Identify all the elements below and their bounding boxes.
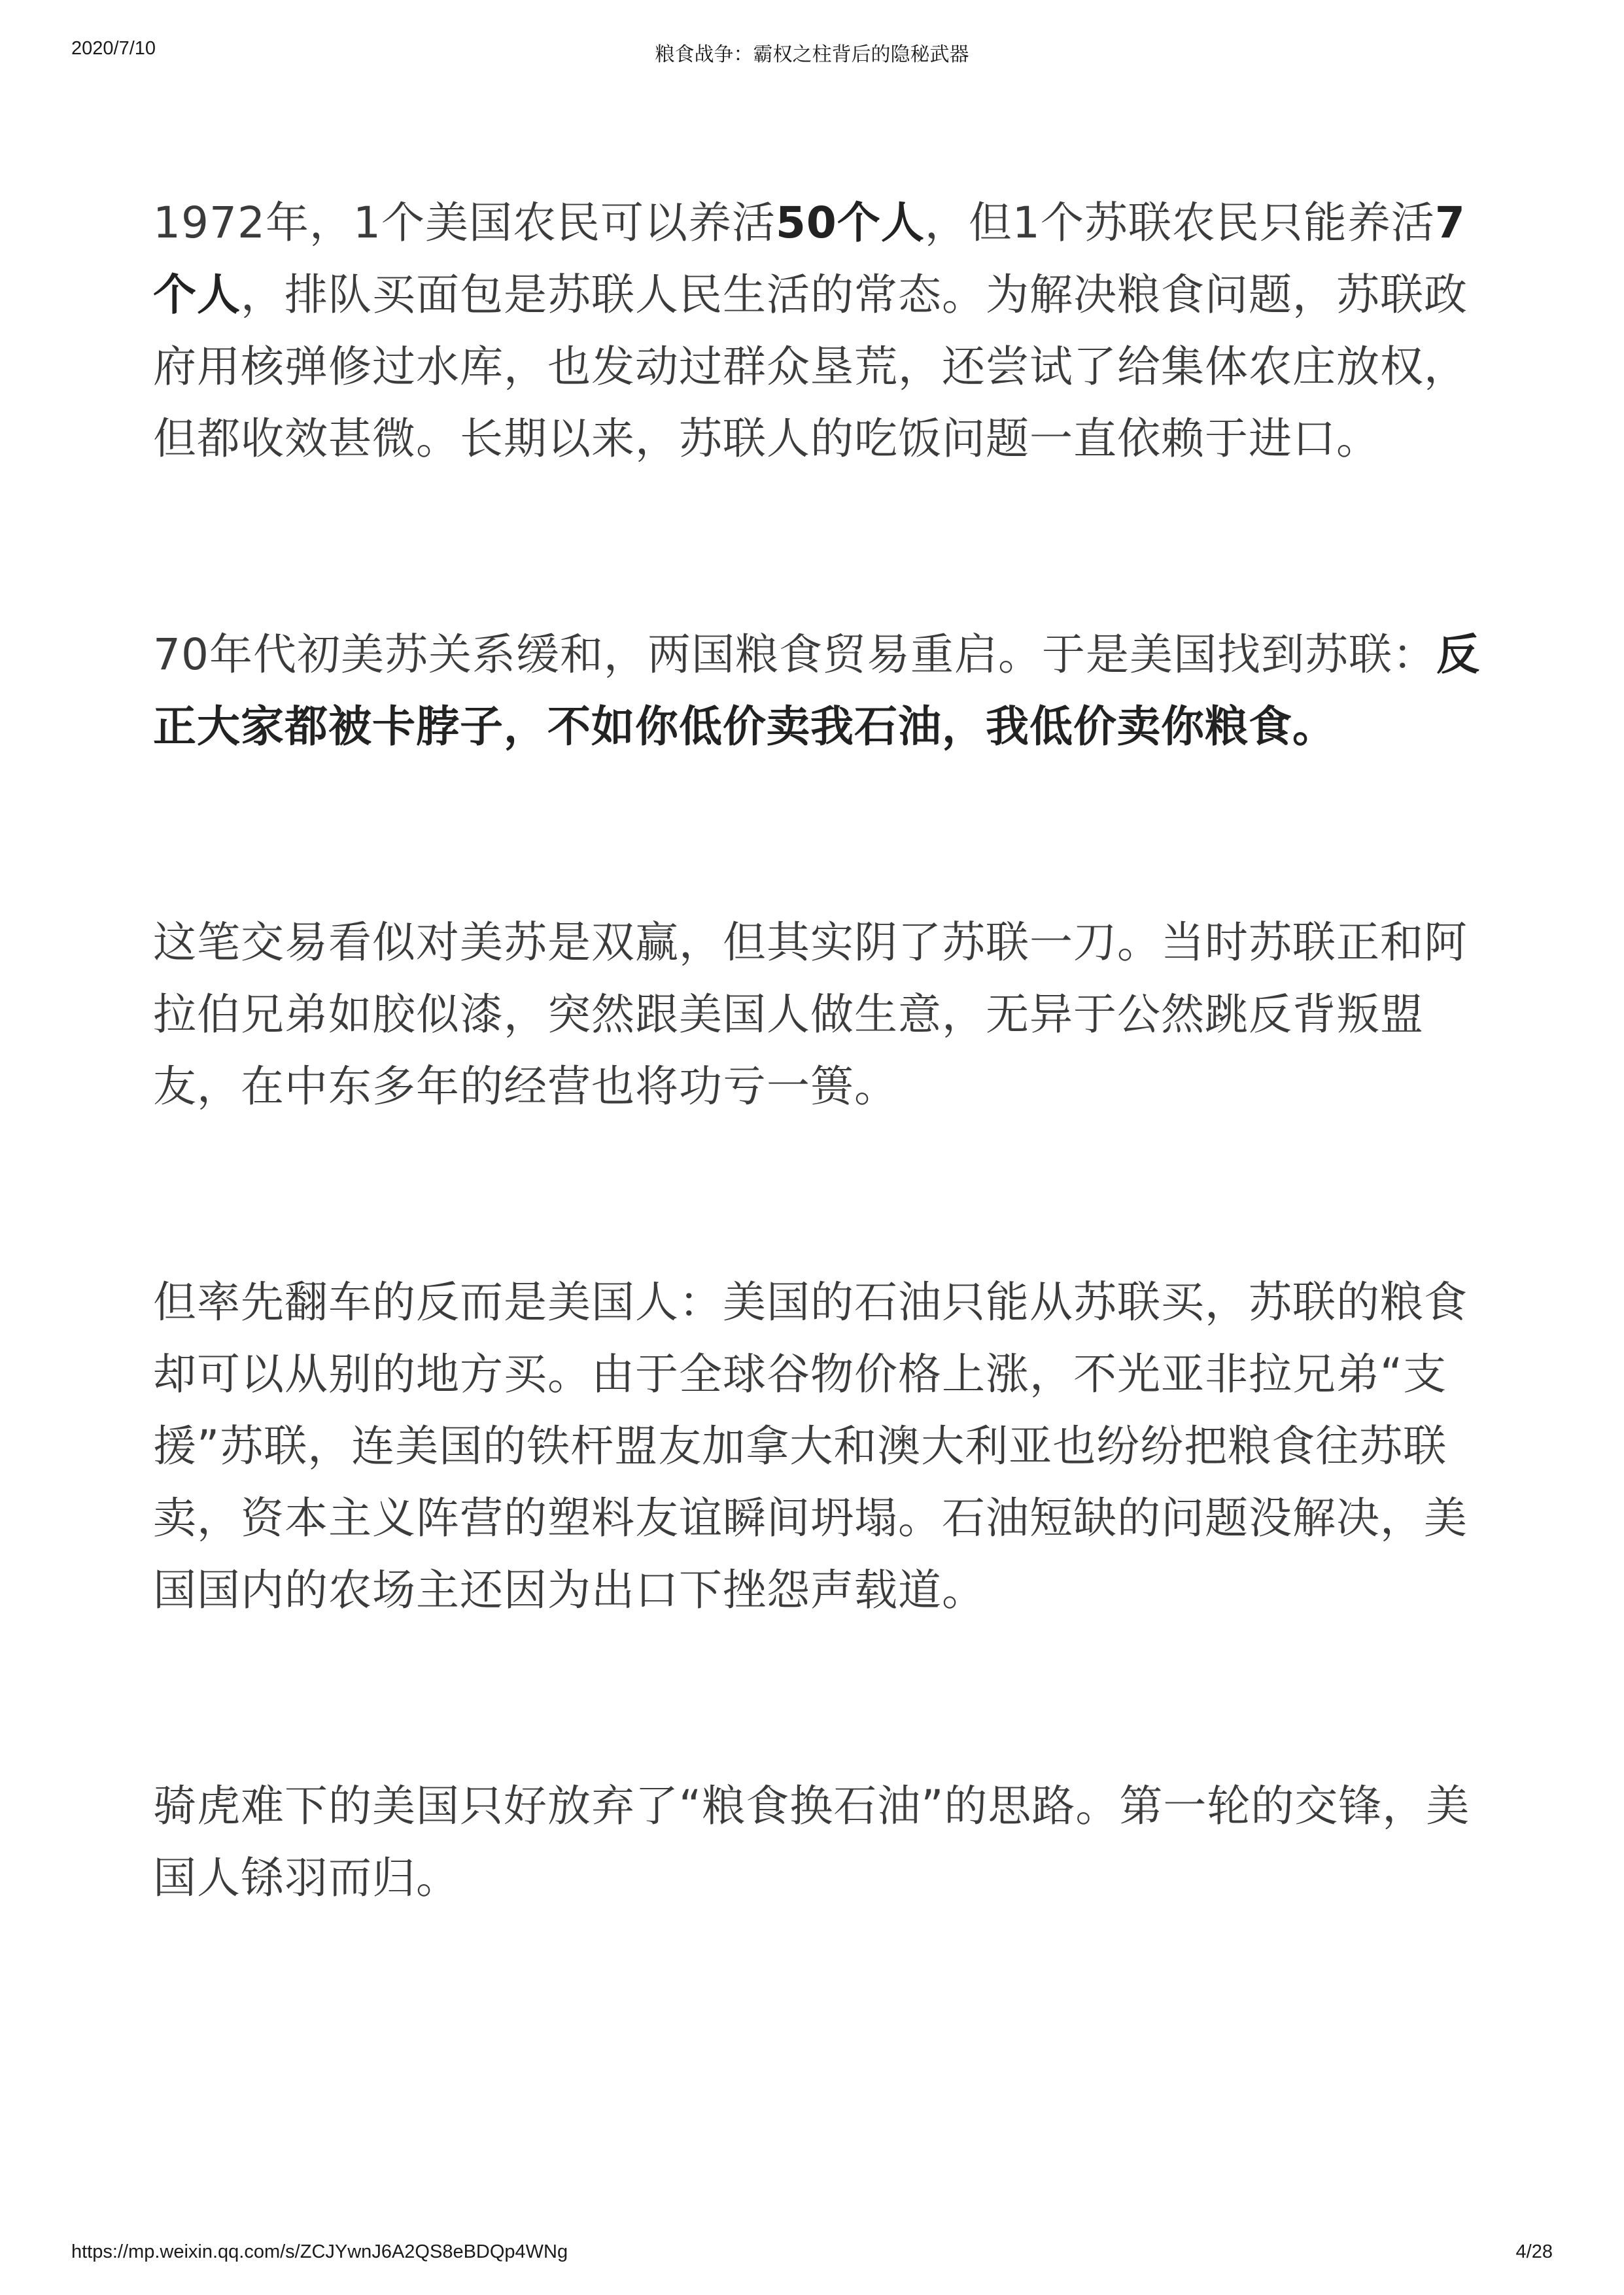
print-date: 2020/7/10 <box>71 38 156 59</box>
paragraph-1 <box>153 187 1481 475</box>
paragraph-1-text-a: 1972年，1个美国农民可以养活 <box>153 198 776 248</box>
paragraph-3: 这笔交易看似对美苏是双赢，但其实阴了苏联一刀。当时苏联正和阿拉伯兄弟如胶似漆，突然跟美国人做生意，无异于公然跳反背叛盟友，在中东多年的经营也将功亏一篑。 <box>153 917 1468 1112</box>
article-body <box>153 187 1481 1914</box>
paragraph-2 <box>153 619 1481 763</box>
page-number: 4/28 <box>1515 2241 1553 2262</box>
paragraph-1-bold-a: 50个人 <box>775 198 925 248</box>
paragraph-1-bold-b: 7个人 <box>153 198 1466 320</box>
document-title: 粮食战争：霸权之柱背后的隐秘武器 <box>655 43 969 66</box>
source-url[interactable]: https://mp.weixin.qq.com/s/ZCJYwnJ6A2QS8eBDQp4WNg <box>71 2241 568 2262</box>
paragraph-1-text-c: ，排队买面包是苏联人民生活的常态。为解决粮食问题，苏联政府用核弹修过水库，也发动过群众垦荒，还尝试了给集体农庄放权，但都收效甚微。长期以来，苏联人的吃饭问题一直依赖于进口。 <box>153 270 1468 464</box>
print-footer <box>0 2241 1624 2268</box>
paragraph-1-text-b: ，但1个苏联农民只能养活 <box>924 198 1435 248</box>
paragraph-2-bold: 反正大家都被卡脖子，不如你低价卖我石油，我低价卖你粮食。 <box>153 629 1480 752</box>
print-header <box>0 38 1624 64</box>
paragraph-2-text: 70年代初美苏关系缓和，两国粮食贸易重启。于是美国找到苏联： <box>153 629 1436 680</box>
paragraph-4: 但率先翻车的反而是美国人：美国的石油只能从苏联买，苏联的粮食却可以从别的地方买。由于全球谷物价格上涨，不光亚非拉兄弟“支援”苏联，连美国的铁杆盟友加拿大和澳大利亚也纷纷把粮食往苏联卖，资本主义阵营的塑料友谊瞬间坍塌。石油短缺的问题没解决，美国国内的农场主还因为出口下挫怨声载道。 <box>153 1277 1468 1615</box>
paragraph-5: 骑虎难下的美国只好放弃了“粮食换石油”的思路。第一轮的交锋，美国人铩羽而归。 <box>153 1781 1470 1903</box>
